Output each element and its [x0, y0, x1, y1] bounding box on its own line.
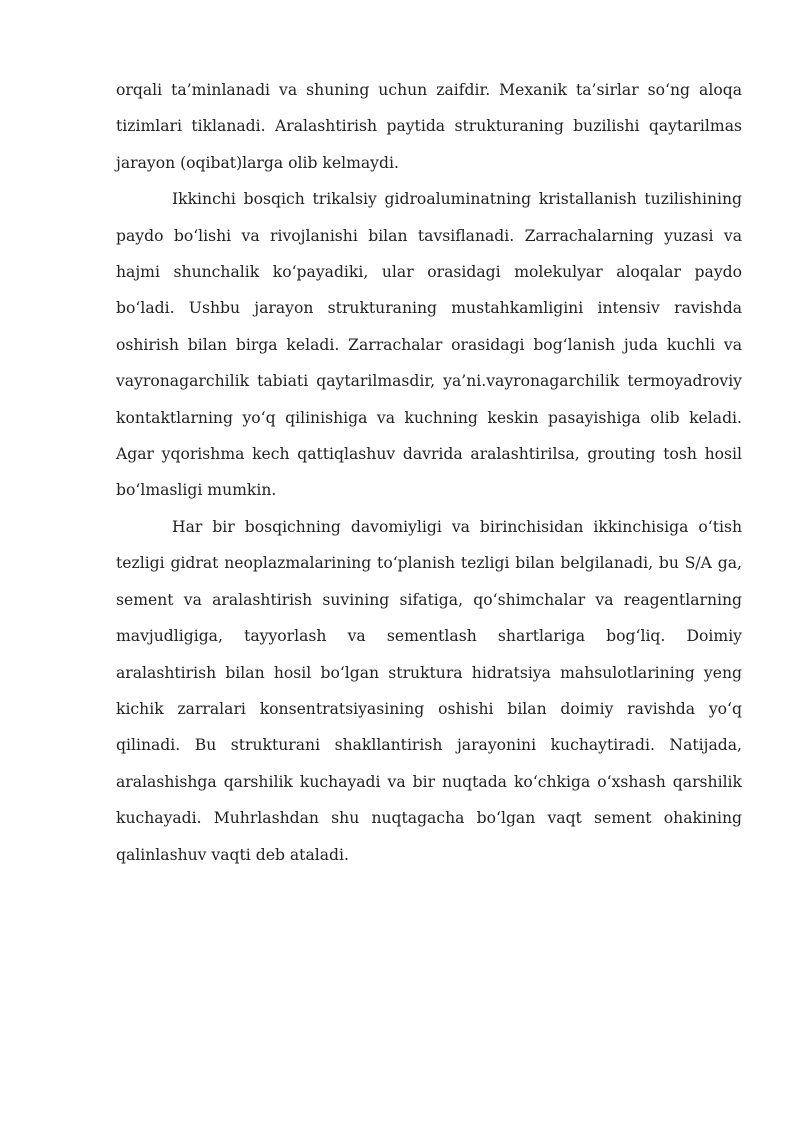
- document-page: [116, 72, 742, 873]
- paragraph-continuation: orqali ta’minlanadi va shuning uchun zaifdir. Mexanik ta’sirlar so‘ng aloqa tizimlari tiklanadi. Aralashtirish paytida strukturaning buzilishi qaytarilmas jarayon (oqibat)larga olib kelmaydi.: [116, 81, 742, 172]
- paragraph-second-stage: Ikkinchi bosqich trikalsiy gidroaluminatning kristallanish tuzilishining paydo bo‘lishi va rivojlanishi bilan tavsiflanadi. Zarrachalarning yuzasi va hajmi shunchalik ko‘payadiki, ular orasidagi molekulyar aloqalar paydo bo‘ladi. Ushbu jarayon strukturaning mustahkamligini intensiv ravishda oshirish bilan birga keladi. Zarrachalar orasidagi bog‘lanish juda kuchli va vayronagarchilik tabiati qaytarilmasdir, ya’ni.vayronagarchilik termoyadroviy kontaktlarning yo‘q qilinishiga va kuchning keskin pasayishiga olib keladi. Agar yqorishma kech qattiqlashuv davrida aralashtirilsa, grouting tosh hosil bo‘lmasligi mumkin.: [116, 190, 742, 500]
- paragraph-stage-duration: Har bir bosqichning davomiyligi va birinchisidan ikkinchisiga o‘tish tezligi gidrat neoplazmalarining to‘planish tezligi bilan belgilanadi, bu S/A ga, sement va aralashtirish suvining sifatiga, qo‘shimchalar va reagentlarning mavjudligiga, tayyorlash va sementlash shartlariga bog‘liq. Doimiy aralashtirish bilan hosil bo‘lgan struktura hidratsiya mahsulotlarining yeng kichik zarralari konsentratsiyasining oshishi bilan doimiy ravishda yo‘q qilinadi. Bu strukturani shakllantirish jarayonini kuchaytiradi. Natijada, aralashishga qarshilik kuchayadi va bir nuqtada ko‘chkiga o‘xshash qarshilik kuchayadi. Muhrlashdan shu nuqtagacha bo‘lgan vaqt sement ohakining qalinlashuv vaqti deb ataladi.: [116, 517, 742, 864]
